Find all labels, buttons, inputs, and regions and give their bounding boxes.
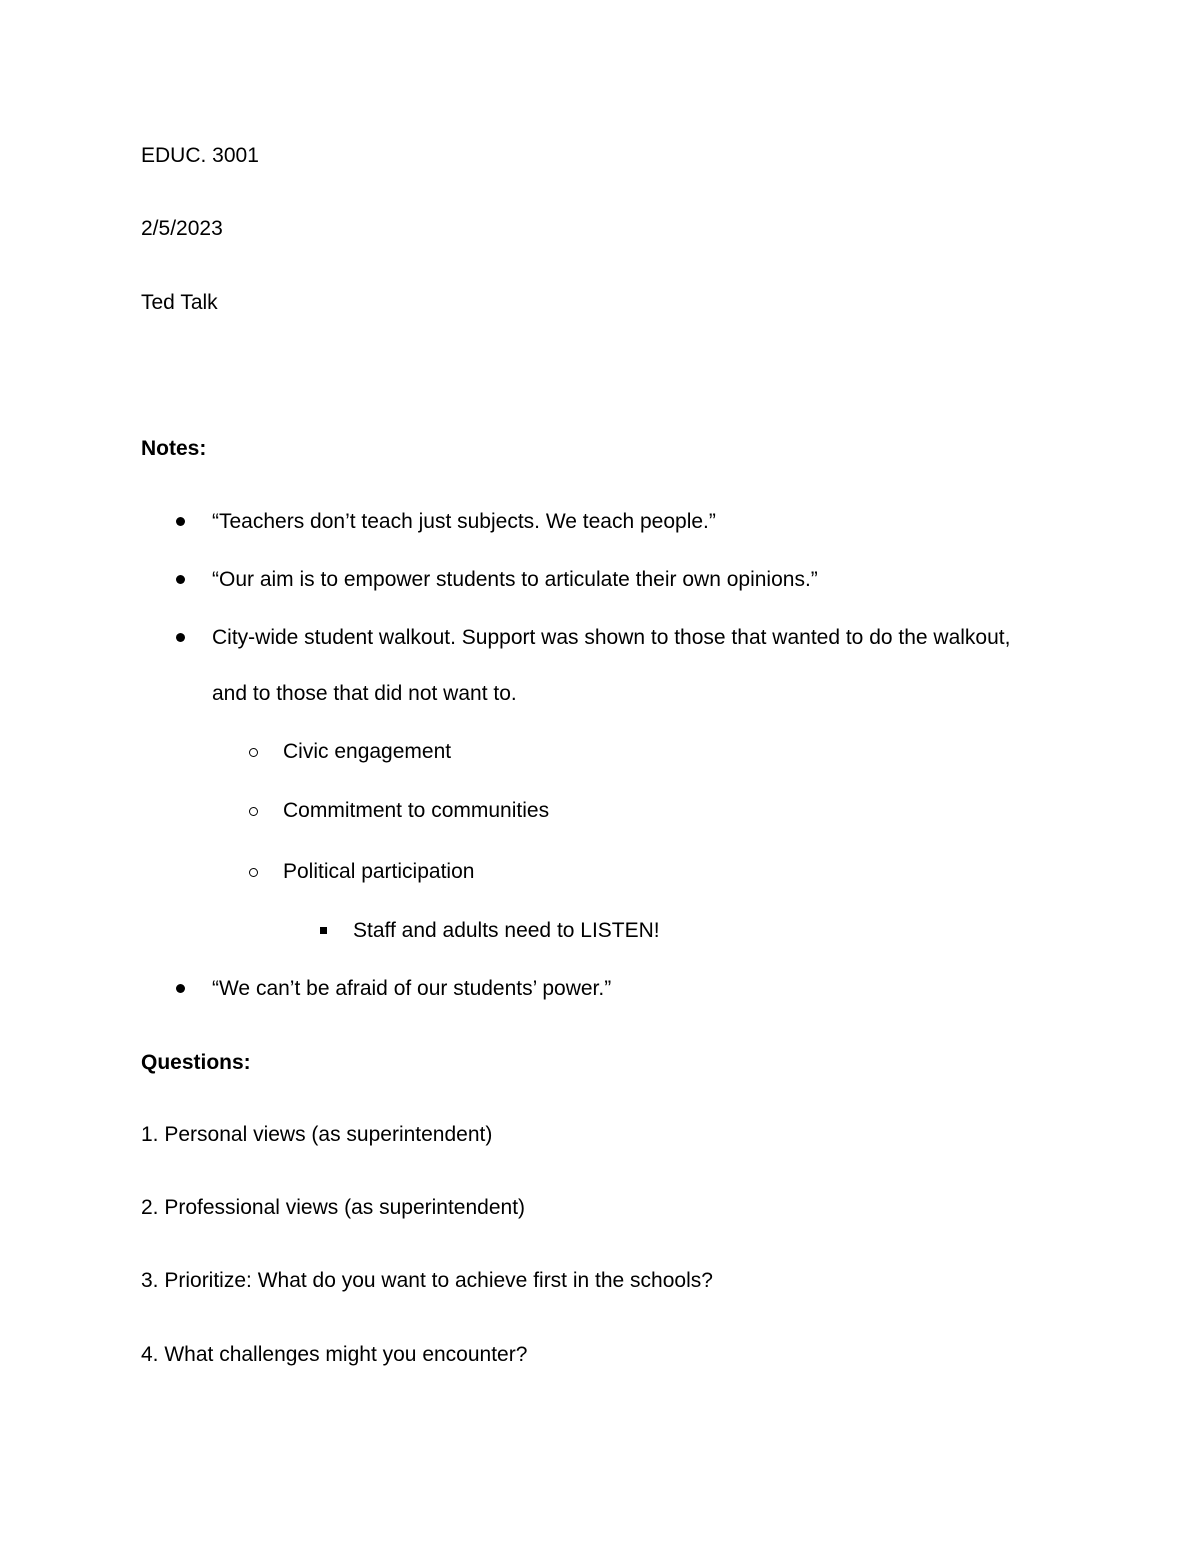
list-item: [212, 975, 611, 1003]
subnote-text: Commitment to communities: [283, 799, 550, 822]
subnote-text: Political participation: [283, 860, 475, 883]
bullet-circle-icon: [249, 868, 258, 877]
question-item: 2. Professional views (as superintendent): [141, 1196, 526, 1219]
bullet-disc-icon: [176, 575, 185, 584]
question-item: 3. Prioritize: What do you want to achieve first in the schools?: [141, 1269, 713, 1292]
list-item: [283, 858, 474, 886]
note-text: “Teachers don’t teach just subjects. We teach people.”: [212, 510, 716, 533]
note-text: and to those that did not want to.: [212, 682, 517, 705]
list-item: [212, 508, 716, 536]
list-item: [353, 917, 660, 945]
course-code: EDUC. 3001: [141, 144, 259, 167]
subnote-text: Civic engagement: [283, 740, 452, 763]
bullet-square-icon: [320, 927, 327, 934]
note-text: “Our aim is to empower students to articulate their own opinions.”: [212, 568, 818, 591]
bullet-disc-icon: [176, 517, 185, 526]
questions-heading: Questions:: [141, 1051, 251, 1074]
bullet-disc-icon: [176, 984, 185, 993]
question-item: 4. What challenges might you encounter?: [141, 1343, 528, 1366]
list-item-continuation: [212, 680, 517, 708]
note-text: City-wide student walkout. Support was shown to those that wanted to do the walkout,: [212, 626, 1011, 649]
bullet-disc-icon: [176, 633, 185, 642]
note-text: “We can’t be afraid of our students’ power.”: [212, 977, 612, 1000]
question-item: 1. Personal views (as superintendent): [141, 1123, 493, 1146]
list-item: [283, 738, 451, 766]
subsubnote-text: Staff and adults need to LISTEN!: [353, 919, 660, 942]
bullet-circle-icon: [249, 748, 258, 757]
list-item: [212, 566, 818, 594]
document-date: 2/5/2023: [141, 217, 223, 240]
document-topic: Ted Talk: [141, 291, 218, 314]
notes-heading: Notes:: [141, 437, 207, 460]
list-item: [283, 797, 549, 825]
bullet-circle-icon: [249, 807, 258, 816]
list-item: [212, 624, 1010, 652]
